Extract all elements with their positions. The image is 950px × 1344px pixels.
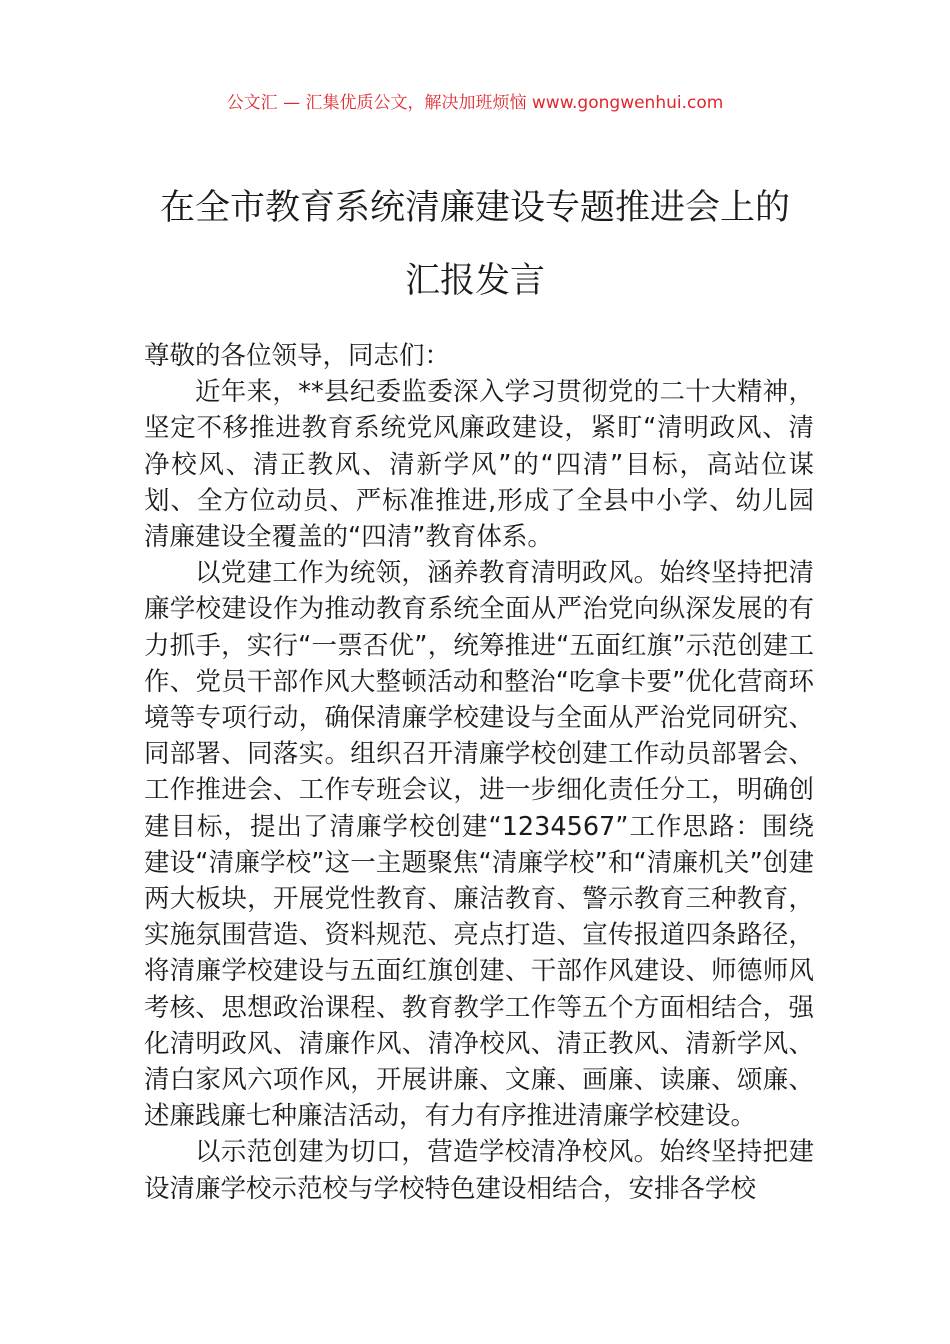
document-title-line-2: 汇报发言 xyxy=(404,261,545,301)
paragraph-intro: 近年来，**县纪委监委深入学习贯彻党的二十大精神，坚定不移推进教育系统党风廉政建设，紧盯“清明政风、清净校风、清正教风、清新学风”的“四清”目标，高站位谋划、全方位动员、严标准推进,形成了全县中小学、幼儿园清廉建设全覆盖的“四清”教育体系。 xyxy=(144,377,814,553)
document-title-line-1: 在全市教育系统清廉建设专题推进会上的 xyxy=(159,188,790,228)
salutation: 尊敬的各位领导，同志们： xyxy=(144,341,451,371)
site-banner: 公文汇 — 汇集优质公文，解决加班烦恼 www.gongwenhui.com xyxy=(226,93,724,113)
paragraph-demonstration: 以示范创建为切口，营造学校清净校风。始终坚持把建设清廉学校示范校与学校特色建设相结合，安排各学校 xyxy=(144,1137,814,1204)
paragraph-party-building: 以党建工作为统领，涵养教育清明政风。始终坚持把清廉学校建设作为推动教育系统全面从严治党向纵深发展的有力抓手，实行“一票否优”，统筹推进“五面红旗”示范创建工作、党员干部作风大整顿活动和整治“吃拿卡要”优化营商环境等专项行动，确保清廉学校建设与全面从严治党同研究、同部署、同落实。组织召开清廉学校创建工作动员部署会、工作推进会、工作专班会议，进一步细化责任分工，明确创建目标，提出了清廉学校创建“1234567”工作思路：围绕建设“清廉学校”这一主题聚焦“清廉学校”和“清廉机关”创建两大板块，开展党性教育、廉洁教育、警示教育三种教育，实施氛围营造、资料规范、亮点打造、宣传报道四条路径，将清廉学校建设与五面红旗创建、干部作风建设、师德师风考核、思想政治课程、教育教学工作等五个方面相结合，强化清明政风、清廉作风、清净校风、清正教风、清新学风、清白家风六项作风，开展讲廉、文廉、画廉、读廉、颂廉、述廉践廉七种廉洁活动，有力有序推进清廉学校建设。 xyxy=(144,558,814,1132)
document-body xyxy=(144,338,814,1207)
